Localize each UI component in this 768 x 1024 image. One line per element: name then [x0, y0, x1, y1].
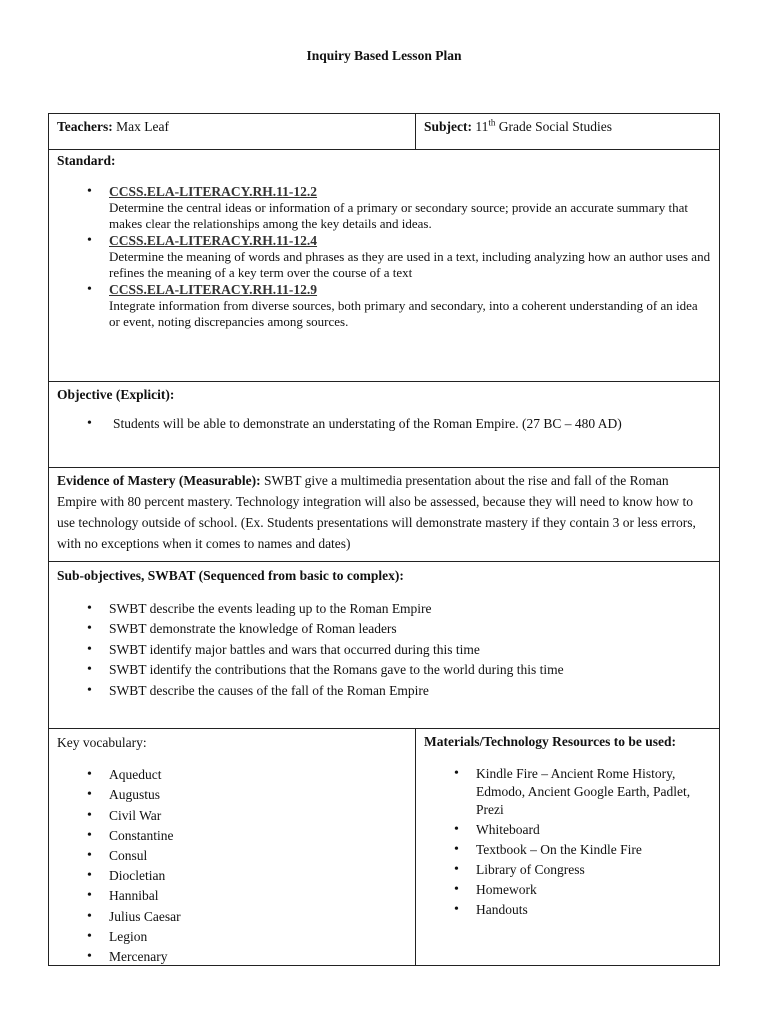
subject-grade-superscript: th — [488, 117, 496, 128]
standard-description: Determine the meaning of words and phrases as they are used in a text, including analyzing how an author uses and refines the meaning of a key term over the course of a text — [109, 249, 711, 280]
teachers-value: Max Leaf — [116, 119, 169, 134]
standard-row — [49, 150, 719, 382]
evidence-text: SWBT give a multimedia presentation about the rise and fall of the Roman Empire with 80 percent mastery. Technology integration will also be assessed, because they will need to know how to use technology outside of school. (Ex. Students presentations will demonstrate mastery if they contain 3 or less errors, with no exceptions when it comes to names and dates) — [57, 473, 696, 551]
vocabulary-item: • Aqueduct — [65, 765, 407, 785]
objective-cell — [49, 382, 719, 467]
vocabulary-label: Key vocabulary: — [57, 735, 147, 750]
subobjective-item: • SWBT demonstrate the knowledge of Roman leaders — [65, 619, 711, 640]
subobjectives-label: Sub-objectives, SWBAT (Sequenced from basic to complex): — [57, 568, 404, 583]
standard-description: Integrate information from diverse sources, both primary and secondary, into a coherent understanding of an idea or event, noting discrepancies among sources. — [109, 298, 698, 329]
subject-value: Grade Social Studies — [498, 119, 612, 134]
standard-item — [65, 183, 711, 232]
vocabulary-item: • Hannibal — [65, 886, 407, 906]
vocabulary-item: • Legion — [65, 927, 407, 947]
subject-cell — [415, 114, 721, 149]
standard-list — [57, 183, 711, 330]
subobjectives-row — [49, 562, 719, 729]
evidence-row — [49, 468, 719, 562]
vocabulary-list — [57, 765, 407, 967]
subobjective-item: • SWBT describe the causes of the fall of the Roman Empire — [65, 681, 711, 702]
subobjectives-list — [57, 599, 711, 702]
materials-item: • Whiteboard — [432, 821, 713, 839]
materials-item: • Kindle Fire – Ancient Rome History, Edmodo, Ancient Google Earth, Padlet, Prezi — [432, 765, 713, 819]
vocabulary-cell — [49, 729, 415, 965]
subject-label: Subject: — [424, 119, 472, 134]
teachers-label: Teachers: — [57, 119, 113, 134]
materials-list — [424, 765, 713, 919]
evidence-cell — [49, 468, 719, 561]
standard-link[interactable]: CCSS.ELA-LITERACY.RH.11-12.4 — [109, 233, 318, 248]
objective-row — [49, 382, 719, 468]
standard-description: Determine the central ideas or information of a primary or secondary source; provide an accurate summary that makes clear the relationships among the key details and ideas. — [109, 200, 688, 231]
vocabulary-item: • Mercenary — [65, 947, 407, 967]
lesson-plan-table — [48, 113, 720, 966]
subobjective-item: • SWBT identify major battles and wars that occurred during this time — [65, 640, 711, 661]
page-title: Inquiry Based Lesson Plan — [306, 48, 462, 63]
subobjectives-cell — [49, 562, 719, 728]
evidence-label: Evidence of Mastery (Measurable): — [57, 473, 261, 488]
vocabulary-item: • Consul — [65, 846, 407, 866]
materials-item: • Homework — [432, 881, 713, 899]
vocab-materials-row — [49, 729, 719, 965]
materials-cell — [415, 729, 721, 965]
objective-label: Objective (Explicit): — [57, 387, 175, 402]
standard-link[interactable]: CCSS.ELA-LITERACY.RH.11-12.9 — [109, 282, 318, 297]
standard-label: Standard: — [57, 153, 116, 168]
objective-item: • Students will be able to demonstrate an understating of the Roman Empire. (27 BC – 480 AD) — [65, 415, 711, 432]
subobjective-item: • SWBT describe the events leading up to the Roman Empire — [65, 599, 711, 620]
vocabulary-item: • Civil War — [65, 806, 407, 826]
objective-list — [57, 415, 711, 432]
teachers-cell — [49, 114, 415, 149]
subject-grade-number: 11 — [475, 119, 489, 134]
materials-label: Materials/Technology Resources to be used: — [424, 734, 676, 749]
materials-item: • Handouts — [432, 901, 713, 919]
materials-item: • Library of Congress — [432, 861, 713, 879]
vocabulary-item: • Julius Caesar — [65, 907, 407, 927]
standard-item — [65, 232, 711, 281]
vocabulary-item: • Diocletian — [65, 866, 407, 886]
subobjective-item: • SWBT identify the contributions that the Romans gave to the world during this time — [65, 660, 711, 681]
standard-link[interactable]: CCSS.ELA-LITERACY.RH.11-12.2 — [109, 184, 318, 199]
vocabulary-item: • Constantine — [65, 826, 407, 846]
teachers-subject-row — [49, 114, 719, 150]
standard-item — [65, 281, 711, 330]
materials-item: • Textbook – On the Kindle Fire — [432, 841, 713, 859]
vocabulary-item: • Augustus — [65, 785, 407, 805]
standard-cell — [49, 150, 719, 381]
